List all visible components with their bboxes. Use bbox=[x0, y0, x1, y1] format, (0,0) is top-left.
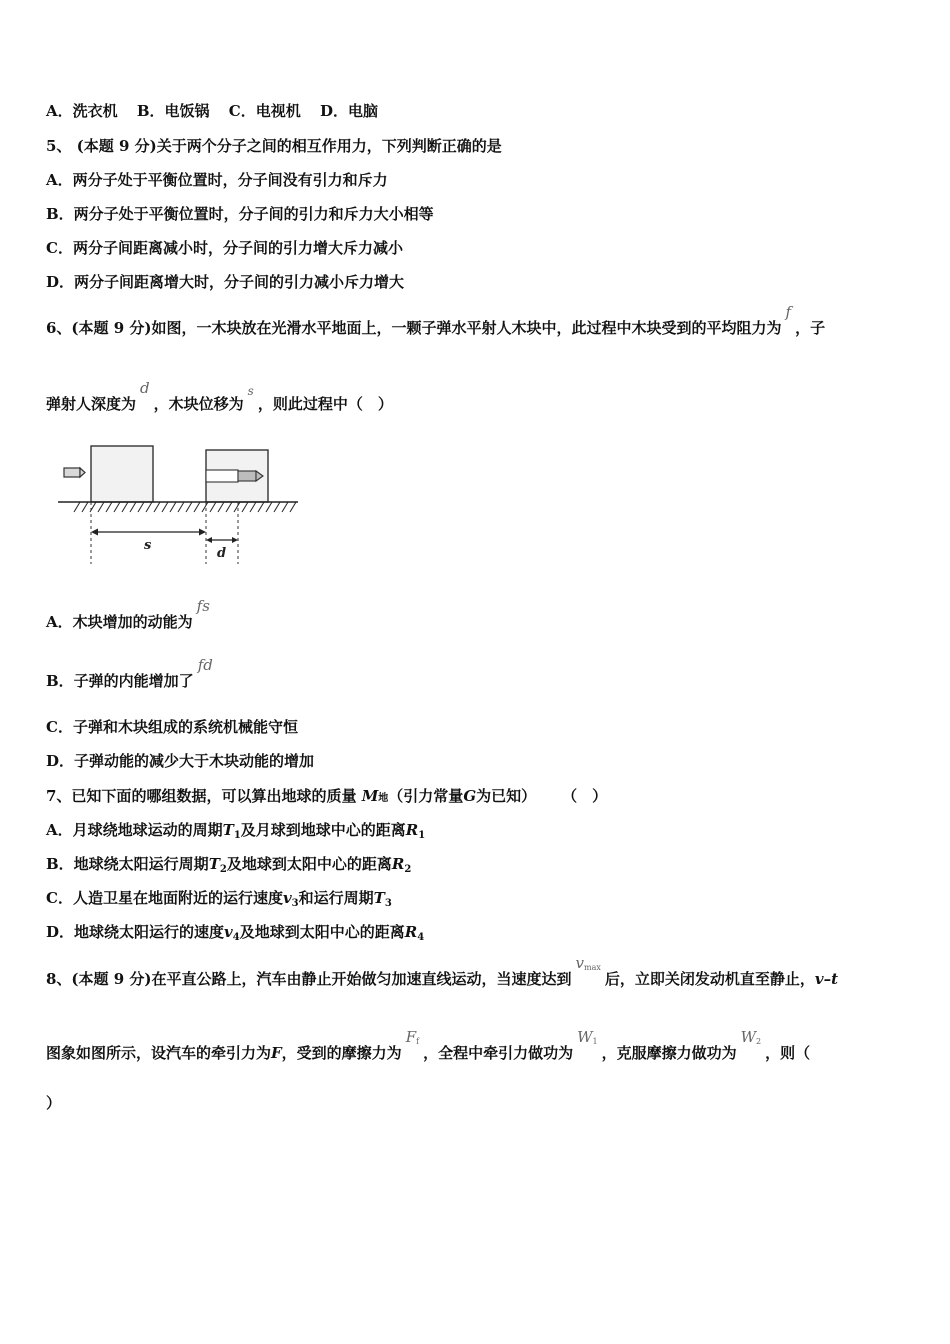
q5-option-a: A．两分子处于平衡位置时，分子间没有引力和斥力 bbox=[46, 171, 388, 189]
label-d: d bbox=[217, 546, 227, 561]
q6-var-f: f bbox=[785, 303, 792, 321]
label-s: s bbox=[144, 538, 152, 553]
q7-option-b-text-2: 及地球到太阳中心的距离 bbox=[226, 855, 392, 873]
q6-var-s: s bbox=[247, 384, 254, 398]
q8-var-w2-sub: 2 bbox=[756, 1037, 762, 1046]
q8-stem-text-5: ，全程中牵引力做功为 bbox=[423, 1044, 574, 1062]
q8-var-f: F bbox=[271, 1044, 282, 1062]
q7-option-c-t: T bbox=[373, 889, 385, 907]
q7-option-d-r-sub: 4 bbox=[417, 932, 425, 943]
q6-var-d: d bbox=[140, 379, 150, 397]
q7-stem-text-2: （引力常量 bbox=[388, 787, 464, 805]
q7-stem-text: 7、已知下面的哪组数据，可以算出地球的质量 bbox=[46, 787, 357, 805]
q7-option-a-t: T bbox=[222, 821, 234, 839]
q6-option-d: D．子弹动能的减少大于木块动能的增加 bbox=[46, 752, 315, 770]
q5-stem: 5、 (本题 9 分)关于两个分子之间的相互作用力，下列判断正确的是 bbox=[46, 137, 502, 155]
q6-stem-text-4: ，木块位移为 bbox=[153, 395, 244, 413]
q4-option-c: C．电视机 bbox=[228, 102, 301, 120]
q7-option-a-t-sub: 1 bbox=[233, 830, 241, 841]
q8-var-vt: v–t bbox=[814, 970, 839, 988]
reference-dashes bbox=[91, 502, 238, 564]
q7-option-a-text-2: 及月球到地球中心的距离 bbox=[240, 821, 406, 839]
q7-option-d-v: v bbox=[224, 923, 233, 941]
q7-option-b-t-sub: 2 bbox=[219, 864, 227, 875]
q8-var-w1-sub: 1 bbox=[592, 1037, 598, 1046]
q8-stem-line1 bbox=[46, 954, 839, 989]
q7-option-c bbox=[46, 888, 392, 908]
bullet-channel bbox=[206, 470, 238, 482]
ground-hatching bbox=[74, 502, 296, 512]
q6-stem-line2 bbox=[46, 379, 393, 415]
q8-stem-text-2: 后，立即关闭发动机直至静止， bbox=[604, 970, 815, 988]
q7-option-d-text: D．地球绕太阳运行的速度 bbox=[46, 923, 225, 941]
block-initial bbox=[91, 446, 153, 502]
q8-var-ff-base: F bbox=[405, 1028, 417, 1046]
q7-option-c-text-2: 和运行周期 bbox=[298, 889, 374, 907]
q7-var-g: G bbox=[463, 787, 477, 805]
q6-option-a bbox=[46, 597, 214, 632]
q8-stem-line3: ） bbox=[46, 1094, 62, 1112]
q7-option-d bbox=[46, 922, 424, 942]
arrow-s bbox=[91, 529, 206, 536]
q7-option-b-text: B．地球绕太阳运行周期 bbox=[46, 855, 209, 873]
q7-option-c-v-sub: 3 bbox=[291, 898, 299, 909]
q6-stem-text: 6、(本题 9 分)如图，一木块放在光滑水平地面上，一颗子弹水平射人木块中，此过程中木块受到的平均阻力为 bbox=[46, 319, 782, 337]
q8-stem-line2 bbox=[46, 1028, 811, 1063]
q7-option-b bbox=[46, 854, 411, 874]
q6-stem-line1 bbox=[46, 303, 826, 338]
q7-var-m: M bbox=[361, 787, 379, 805]
q8-var-vmax bbox=[576, 953, 601, 973]
q8-var-w1 bbox=[577, 1027, 598, 1047]
q7-option-b-r: R bbox=[391, 855, 405, 873]
q7-option-d-text-2: 及地球到太阳中心的距离 bbox=[239, 923, 405, 941]
q7-option-a-r-sub: 1 bbox=[418, 830, 426, 841]
q7-var-m-sub: 地 bbox=[378, 793, 389, 804]
q7-option-d-v-sub: 4 bbox=[232, 932, 240, 943]
q8-stem-text-7: ，则（ bbox=[765, 1044, 811, 1062]
q7-option-d-r: R bbox=[404, 923, 418, 941]
q7-option-b-r-sub: 2 bbox=[404, 864, 412, 875]
arrow-d bbox=[206, 537, 238, 543]
q8-stem-text-3: 图象如图所示，设汽车的牵引力为 bbox=[46, 1044, 272, 1062]
q7-option-c-text: C．人造卫星在地面附近的运行速度 bbox=[46, 889, 283, 907]
q8-var-w1-base: W bbox=[577, 1028, 593, 1046]
q5-option-c: C．两分子间距离减小时，分子间的引力增大斥力减小 bbox=[46, 239, 403, 257]
q6-stem-text-2: ，子 bbox=[795, 319, 826, 337]
q8-var-w2-base: W bbox=[740, 1028, 757, 1046]
q7-answer-bracket: （ ） bbox=[562, 787, 608, 805]
q4-options bbox=[46, 101, 378, 121]
q7-option-a bbox=[46, 820, 425, 840]
q6-option-a-text: A．木块增加的动能为 bbox=[46, 613, 193, 631]
q7-option-c-t-sub: 3 bbox=[384, 898, 392, 909]
q4-option-b: B．电饭锅 bbox=[136, 102, 210, 120]
q6-stem-text-3: 弹射人深度为 bbox=[46, 395, 137, 413]
q8-var-vmax-sub: max bbox=[584, 963, 601, 972]
q8-var-vmax-base: v bbox=[575, 954, 585, 972]
q4-option-d: D．电脑 bbox=[319, 102, 378, 120]
q6-option-b-text: B．子弹的内能增加了 bbox=[46, 672, 194, 690]
q6-option-b bbox=[46, 656, 217, 691]
q8-stem-text-4: ，受到的摩擦力为 bbox=[281, 1044, 402, 1062]
q7-stem bbox=[46, 786, 607, 809]
q8-var-ff bbox=[406, 1027, 419, 1047]
q8-var-ff-sub: f bbox=[416, 1037, 420, 1046]
q5-option-b: B．两分子处于平衡位置时，分子间的引力和斥力大小相等 bbox=[46, 205, 434, 223]
q8-var-w2 bbox=[741, 1027, 762, 1047]
q6-option-c: C．子弹和木块组成的系统机械能守恒 bbox=[46, 718, 298, 736]
q6-option-a-var: fs bbox=[196, 597, 210, 615]
q7-option-b-t: T bbox=[208, 855, 220, 873]
q6-stem-text-5: ，则此过程中（ ） bbox=[257, 395, 393, 413]
q6-option-b-var: fd bbox=[197, 656, 213, 674]
q8-stem-text-6: ，克服摩擦力做功为 bbox=[601, 1044, 737, 1062]
q7-stem-text-3: 为已知） bbox=[476, 787, 537, 805]
q7-option-a-r: R bbox=[405, 821, 419, 839]
q4-option-a: A．洗衣机 bbox=[46, 102, 118, 120]
q5-option-d: D．两分子间距离增大时，分子间的引力减小斥力增大 bbox=[46, 273, 405, 291]
q8-stem-text: 8、(本题 9 分)在平直公路上，汽车由静止开始做匀加速直线运动，当速度达到 bbox=[46, 970, 572, 988]
q7-option-a-text: A．月球绕地球运动的周期 bbox=[46, 821, 223, 839]
q7-option-c-v: v bbox=[282, 889, 292, 907]
bullet-block-figure bbox=[58, 440, 302, 570]
bullet-before bbox=[64, 468, 85, 477]
